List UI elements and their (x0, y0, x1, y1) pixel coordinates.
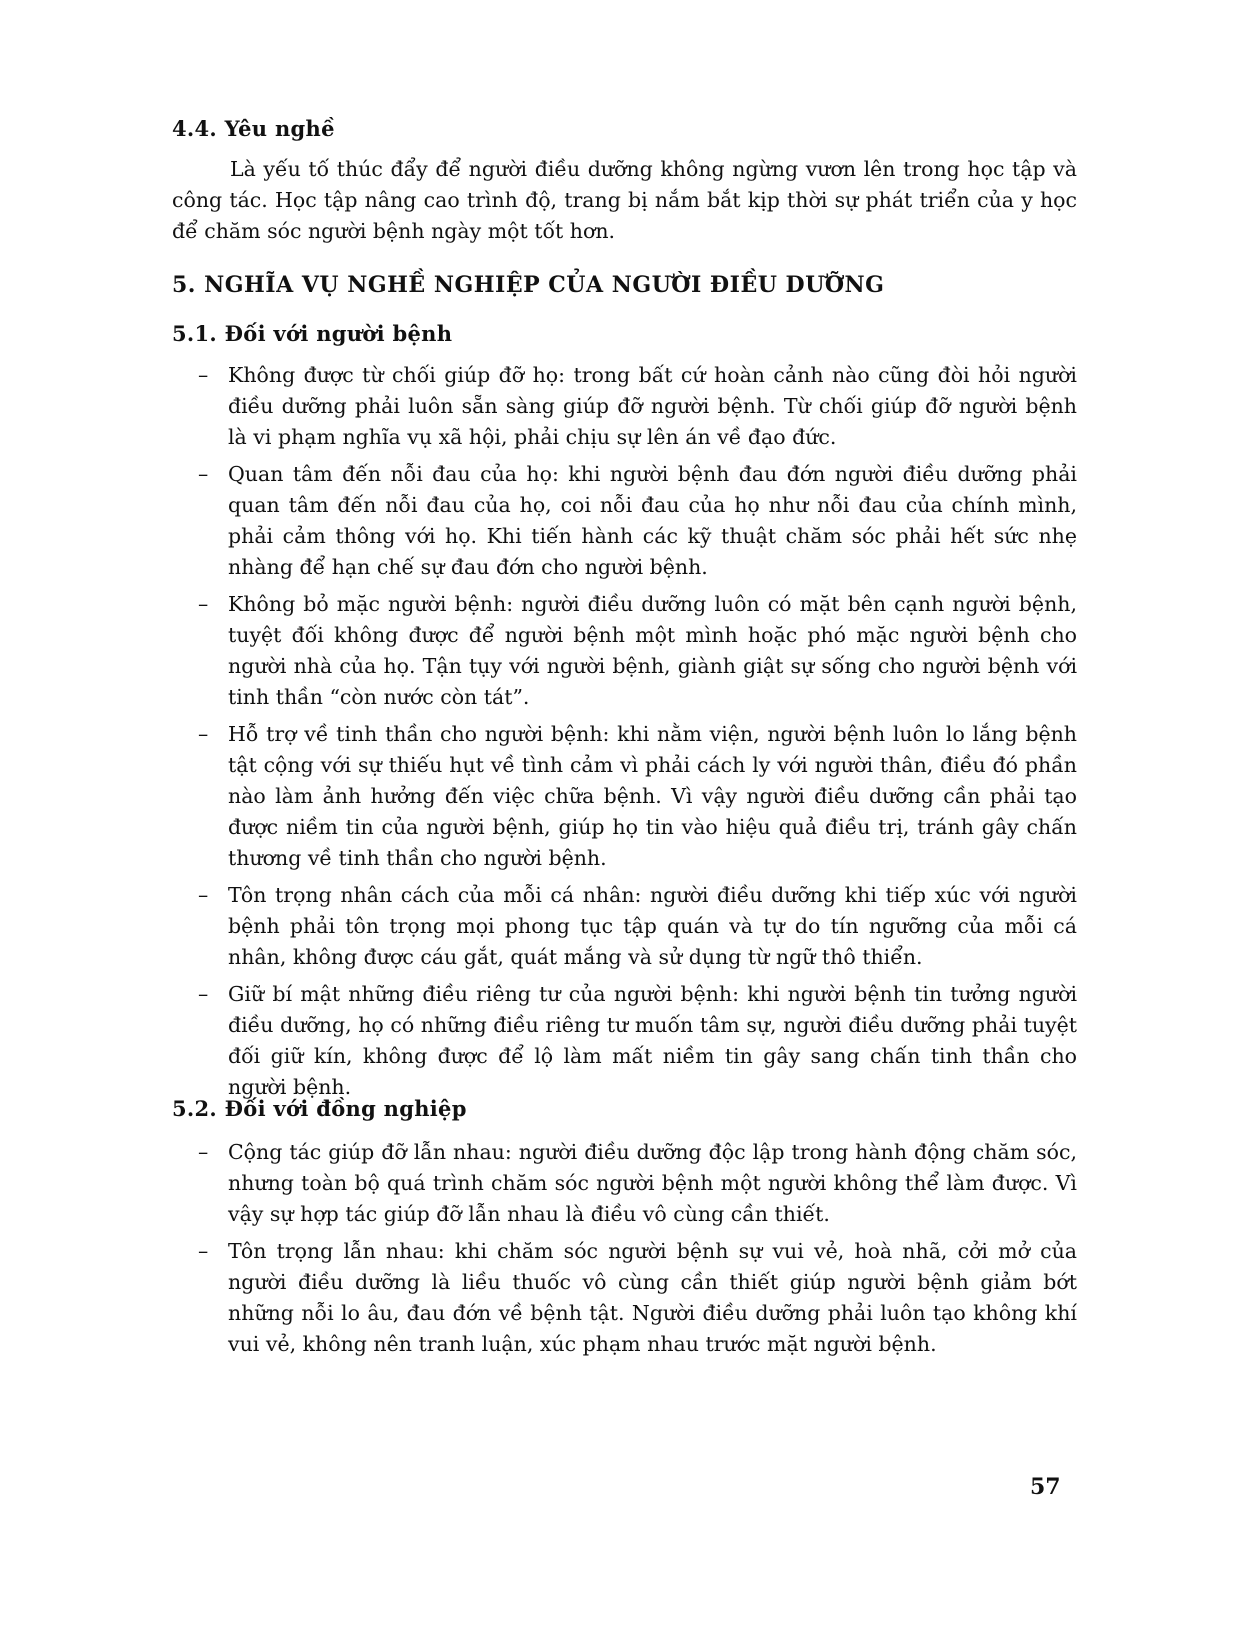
list-item (172, 459, 1077, 583)
list-item (172, 1236, 1077, 1360)
list-item-text: Quan tâm đến nỗi đau của họ: khi người bệnh đau đớn người điều dưỡng phải quan tâm đến nỗi đau của họ, coi nỗi đau của họ như nỗi đau của chính mình, phải cảm thông với họ. Khi tiến hành các kỹ thuật chăm sóc phải hết sức nhẹ nhàng để hạn chế sự đau đớn cho người bệnh. (228, 462, 1077, 579)
dash-marker: – (198, 883, 209, 907)
list-item-text: Không bỏ mặc người bệnh: người điều dưỡng luôn có mặt bên cạnh người bệnh, tuyệt đối không được để người bệnh một mình hoặc phó mặc người bệnh cho người nhà của họ. Tận tụy với người bệnh, giành giật sự sống cho người bệnh với tinh thần “còn nước còn tát”. (228, 592, 1077, 709)
list-item (172, 979, 1077, 1103)
bullet-list (172, 360, 1077, 1103)
dash-marker: – (198, 363, 209, 387)
section-4-4-body (172, 154, 1077, 247)
dash-marker: – (198, 1239, 209, 1263)
dash-marker: – (198, 982, 209, 1006)
section-5-1 (172, 321, 1077, 346)
section-5-1-list (172, 360, 1077, 1103)
list-item-text: Giữ bí mật những điều riêng tư của người bệnh: khi người bệnh tin tưởng người điều dưỡng, họ có những điều riêng tư muốn tâm sự, người điều dưỡng phải tuyệt đối giữ kín, không được để lộ làm mất niềm tin gây sang chấn tinh thần cho người bệnh. (228, 982, 1077, 1099)
list-item-text: Hỗ trợ về tinh thần cho người bệnh: khi nằm viện, người bệnh luôn lo lắng bệnh tật cộng với sự thiếu hụt về tình cảm vì phải cách ly với người thân, điều đó phần nào làm ảnh hưởng đến việc chữa bệnh. Vì vậy người điều dưỡng cần phải tạo được niềm tin của người bệnh, giúp họ tin vào hiệu quả điều trị, tránh gây chấn thương về tinh thần cho người bệnh. (228, 722, 1077, 870)
list-item-text: Cộng tác giúp đỡ lẫn nhau: người điều dưỡng độc lập trong hành động chăm sóc, nhưng toàn bộ quá trình chăm sóc người bệnh một người không thể làm được. Vì vậy sự hợp tác giúp đỡ lẫn nhau là điều vô cùng cần thiết. (228, 1140, 1077, 1226)
list-item-text: Tôn trọng nhân cách của mỗi cá nhân: người điều dưỡng khi tiếp xúc với người bệnh phải tôn trọng mọi phong tục tập quán và tự do tín ngưỡng của mỗi cá nhân, không được cáu gắt, quát mắng và sử dụng từ ngữ thô thiển. (228, 883, 1077, 969)
chapter-heading: 5. NGHĨA VỤ NGHỀ NGHIỆP CỦA NGƯỜI ĐIỀU DƯỠNG (172, 272, 885, 298)
section-5 (172, 272, 1077, 298)
section-4-4 (172, 116, 1077, 141)
dash-marker: – (198, 722, 209, 746)
dash-marker: – (198, 1140, 209, 1164)
bullet-list (172, 1137, 1077, 1360)
list-item (172, 880, 1077, 973)
section-5-2-list (172, 1137, 1077, 1360)
paragraph: Là yếu tố thúc đẩy để người điều dưỡng không ngừng vươn lên trong học tập và công tác. Học tập nâng cao trình độ, trang bị nắm bắt kịp thời sự phát triển của y học để chăm sóc người bệnh ngày một tốt hơn. (172, 157, 1077, 243)
section-5-2 (172, 1096, 1077, 1121)
list-item (172, 589, 1077, 713)
list-item-text: Tôn trọng lẫn nhau: khi chăm sóc người bệnh sự vui vẻ, hoà nhã, cởi mở của người điều dưỡng là liều thuốc vô cùng cần thiết giúp người bệnh giảm bớt những nỗi lo âu, đau đớn về bệnh tật. Người điều dưỡng phải luôn tạo không khí vui vẻ, không nên tranh luận, xúc phạm nhau trước mặt người bệnh. (228, 1239, 1077, 1356)
section-heading: 5.1. Đối với người bệnh (172, 321, 453, 346)
list-item (172, 1137, 1077, 1230)
section-heading: 4.4. Yêu nghề (172, 116, 335, 141)
dash-marker: – (198, 462, 209, 486)
list-item (172, 360, 1077, 453)
dash-marker: – (198, 592, 209, 616)
page-number: 57 (1030, 1474, 1061, 1500)
section-heading: 5.2. Đối với đồng nghiệp (172, 1096, 467, 1121)
list-item-text: Không được từ chối giúp đỡ họ: trong bất cứ hoàn cảnh nào cũng đòi hỏi người điều dưỡng phải luôn sẵn sàng giúp đỡ người bệnh. Từ chối giúp đỡ người bệnh là vi phạm nghĩa vụ xã hội, phải chịu sự lên án về đạo đức. (228, 363, 1077, 449)
list-item (172, 719, 1077, 874)
